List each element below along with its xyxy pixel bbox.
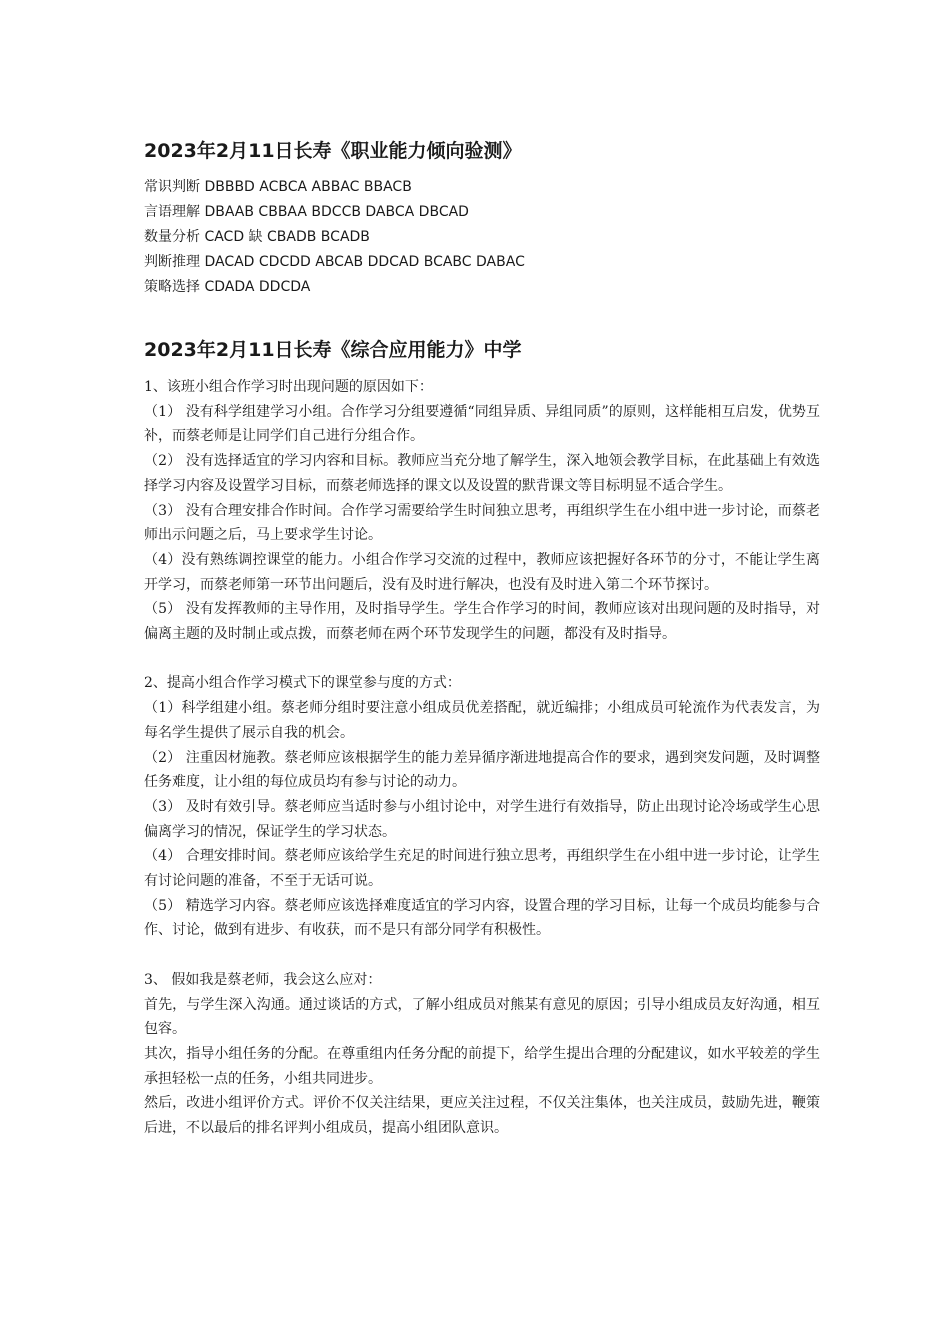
q2-item-2: （2） 注重因材施教。蔡老师应该根据学生的能力差异循序渐进地提高合作的要求，遇到突发问题，及时调整任务难度，让小组的每位成员均有参与讨论的动力。 <box>144 749 820 791</box>
q2-item-3: （3） 及时有效引导。蔡老师应当适时参与小组讨论中，对学生进行有效指导，防止出现讨论冷场或学生心思偏离学习的情况，保证学生的学习状态。 <box>144 798 820 840</box>
answer-line-panduan: 判断推理 DACAD CDCDD ABCAB DDCAD BCABC DABAC <box>144 254 525 270</box>
essay-body <box>144 375 820 1141</box>
section1-title: 2023年2月11日长寿《职业能力倾向验测》 <box>144 140 522 162</box>
answer-line-yanyu: 言语理解 DBAAB CBBAA BDCCB DABCA DBCAD <box>144 204 469 220</box>
q1-heading: 1、该班小组合作学习时出现问题的原因如下： <box>144 379 433 395</box>
paragraph-gap <box>144 943 820 968</box>
q3-para-3: 然后，改进小组评价方式。评价不仅关注结果，更应关注过程，不仅关注集体，也关注成员，鼓励先进，鞭策后进，不以最后的排名评判小组成员，提高小组团队意识。 <box>144 1095 820 1137</box>
answer-line-celue: 策略选择 CDADA DDCDA <box>144 279 311 295</box>
q1-item-3: （3） 没有合理安排合作时间。合作学习需要给学生时间独立思考，再组织学生在小组中进一步讨论，而蔡老师出示问题之后，马上要求学生讨论。 <box>144 502 820 544</box>
q3-para-2: 其次，指导小组任务的分配。在尊重组内任务分配的前提下，给学生提出合理的分配建议，如水平较差的学生承担轻松一点的任务，小组共同进步。 <box>144 1045 820 1087</box>
section2-title: 2023年2月11日长寿《综合应用能力》中学 <box>144 339 522 361</box>
q2-item-5: （5） 精选学习内容。蔡老师应该选择难度适宜的学习内容，设置合理的学习目标，让每一个成员均能参与合作、讨论，做到有进步、有收获，而不是只有部分同学有积极性。 <box>144 897 820 939</box>
answer-line-shuliang: 数量分析 CACD 缺 CBADB BCADB <box>144 229 370 245</box>
q1-item-1: （1） 没有科学组建学习小组。合作学习分组要遵循“同组异质、异组同质”的原则，这样能相互启发，优势互补，而蔡老师是让同学们自己进行分组合作。 <box>144 403 820 445</box>
paragraph-gap <box>144 647 820 672</box>
q2-item-1: （1）科学组建小组。蔡老师分组时要注意小组成员优差搭配，就近编排；小组成员可轮流作为代表发言，为每名学生提供了展示自我的机会。 <box>144 700 820 741</box>
q2-item-4: （4） 合理安排时间。蔡老师应该给学生充足的时间进行独立思考，再组织学生在小组中进一步讨论，让学生有讨论问题的准备，不至于无话可说。 <box>144 848 820 890</box>
q2-heading: 2、提高小组合作学习模式下的课堂参与度的方式： <box>144 675 461 692</box>
answer-line-changshi: 常识判断 DBBBD ACBCA ABBAC BBACB <box>144 179 412 195</box>
q1-item-2: （2） 没有选择适宜的学习内容和目标。教师应当充分地了解学生，深入地领会教学目标，在此基础上有效选择学习内容及设置学习目标，而蔡老师选择的课文以及设置的默背课文等目标明显不适合学生。 <box>144 453 820 494</box>
q1-item-4: （4）没有熟练调控课堂的能力。小组合作学习交流的过程中，教师应该把握好各环节的分寸，不能让学生离开学习，而蔡老师第一环节出问题后，没有及时进行解决，也没有及时进入第二个环节探讨。 <box>144 551 820 593</box>
q3-heading: 3、 假如我是蔡老师，我会这么应对： <box>144 971 382 988</box>
q1-item-5: （5） 没有发挥教师的主导作用，及时指导学生。学生合作学习的时间，教师应该对出现问题的及时指导，对偏离主题的及时制止或点拨，而蔡老师在两个环节发现学生的问题，都没有及时指导。 <box>144 601 820 643</box>
q3-para-1: 首先，与学生深入沟通。通过谈话的方式，了解小组成员对熊某有意见的原因；引导小组成员友好沟通，相互包容。 <box>144 996 820 1038</box>
